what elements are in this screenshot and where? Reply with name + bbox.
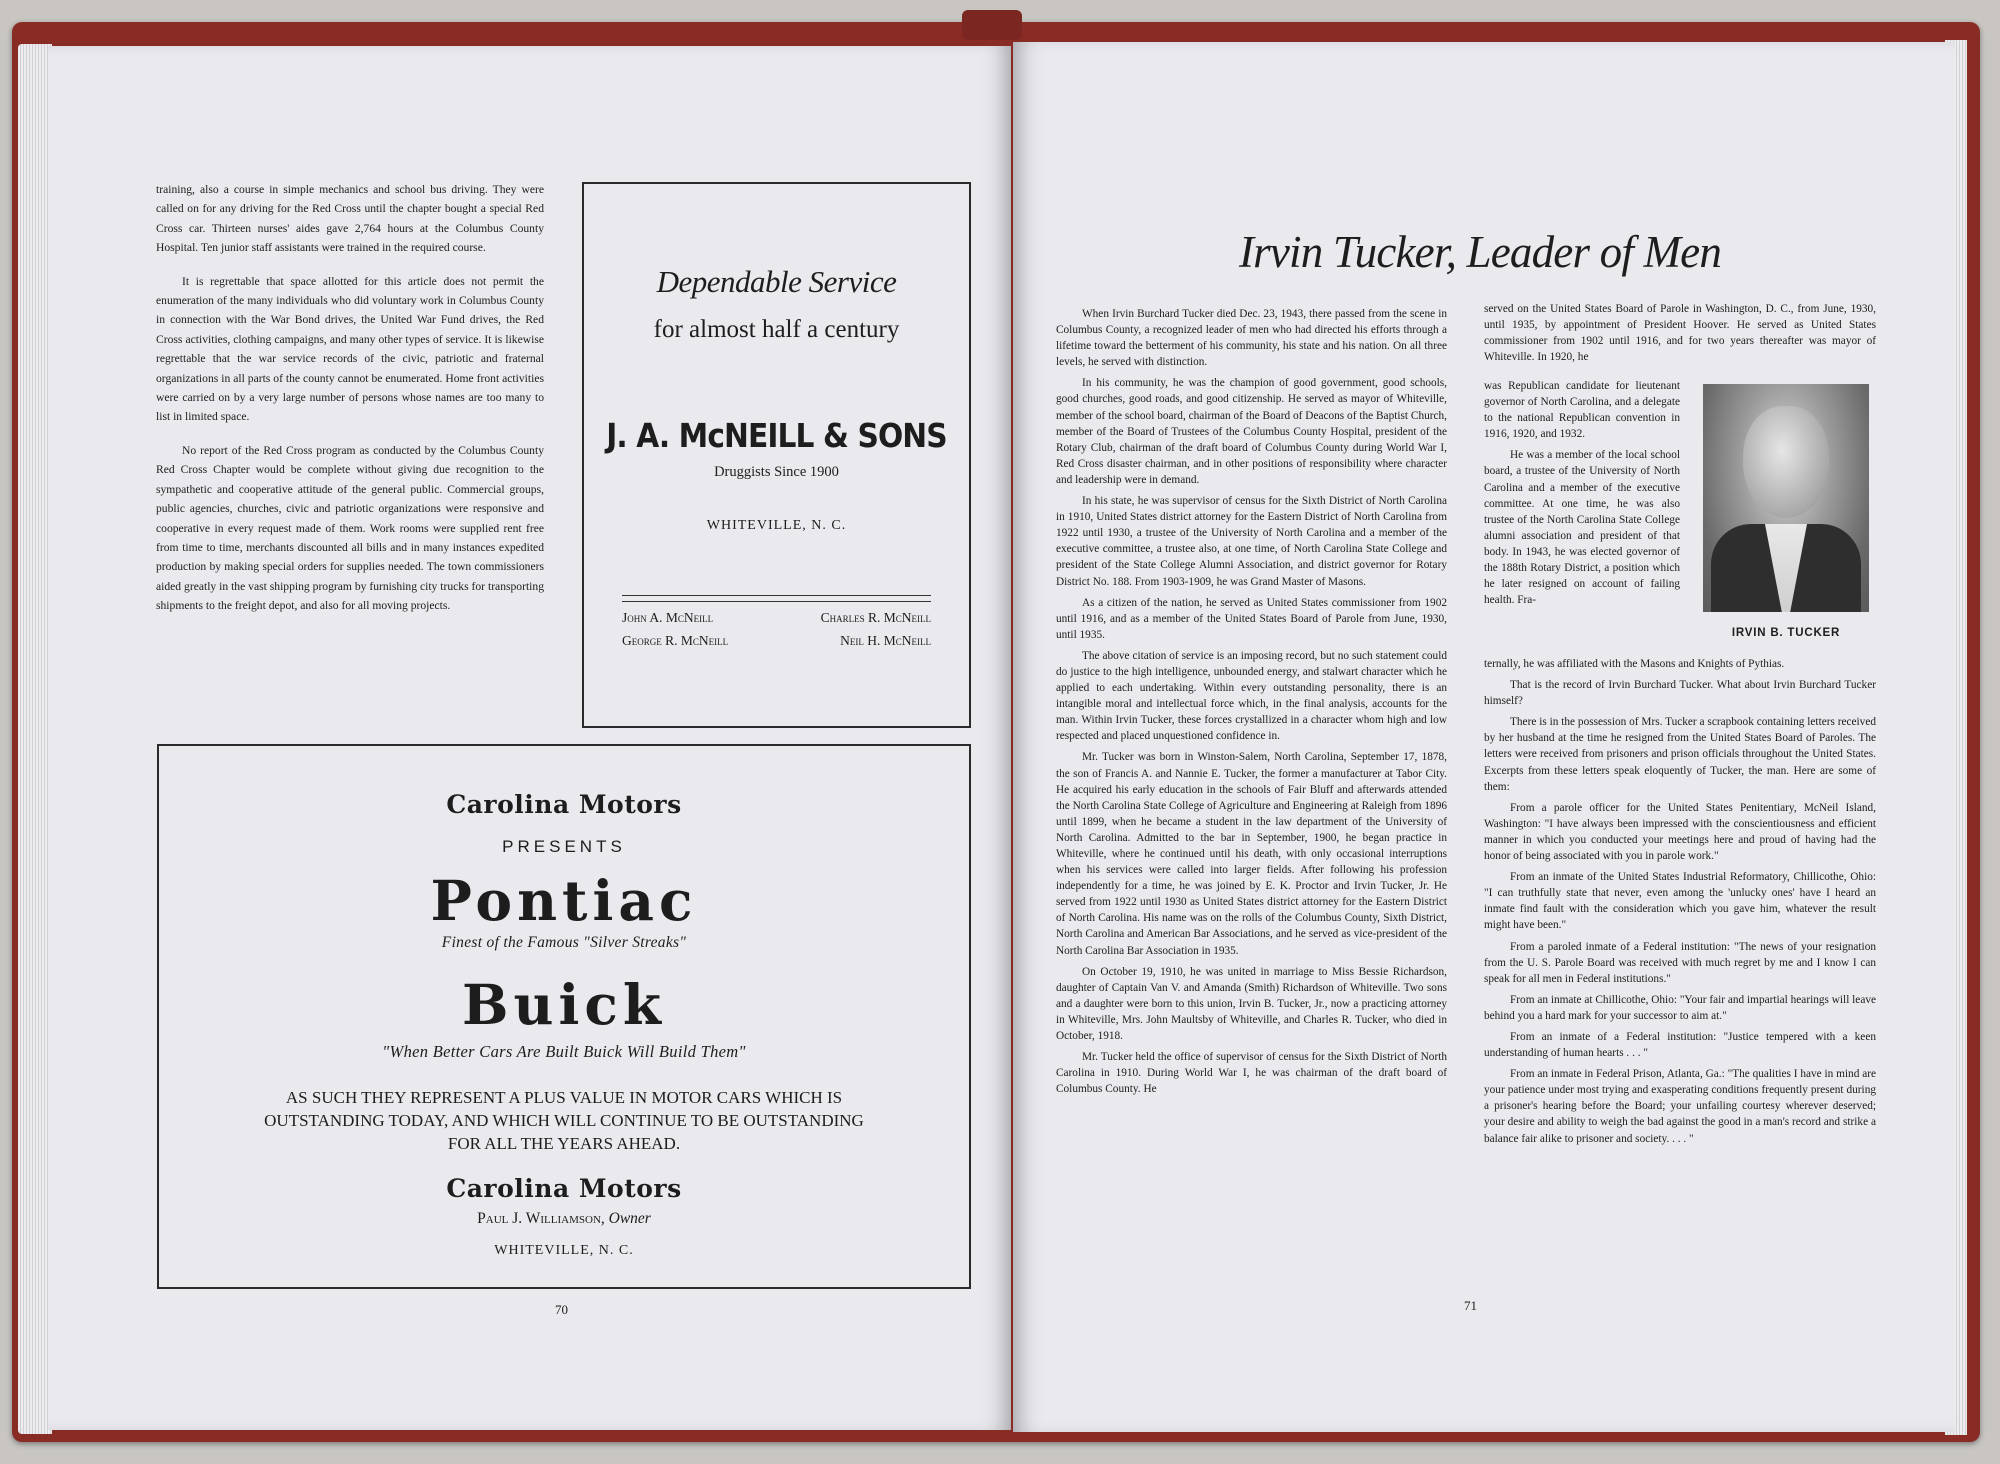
article-paragraph: From a paroled inmate of a Federal institution: "The news of your resignation from the U. S. Parole Board was received with much regret by me and I know I can speak for all men in Federal institutions." [1484,940,1876,985]
ad-location: WHITEVILLE, N. C. [706,518,847,533]
partner-names-row [622,610,931,626]
page-number: 70 [555,1302,568,1317]
partner-name: John A. McNeill [622,610,714,625]
article-paragraph: On October 19, 1910, he was united in marriage to Miss Bessie Richardson, daughter of Captain Van V. and Amanda (Smith) Richardson of Whiteville. Two sons and a daughter were born to this union, Irvin B. Tucker, Jr., now a practicing attorney in Whiteville, Mrs. John Maultsby of Whiteville, and Charles R. Tucker, who died in October, 1918. [1056,965,1447,1043]
red-cross-article-text [156,180,544,630]
article-paragraph: That is the record of Irvin Burchard Tucker. What about Irvin Burchard Tucker himself? [1484,679,1876,708]
article-paragraph: From an inmate of the United States Industrial Reformatory, Chillicothe, Ohio: "I can truthfully state that never, even among the 'unlucky ones' have I heard an inmate find fault with the consideration which you gave him, whatever the result might have been." [1484,871,1876,932]
carolina-motors-advertisement [157,744,971,1289]
article-column-1 [1056,306,1447,1102]
dealer-name: Carolina Motors [446,790,682,819]
page-edges-left [18,44,52,1434]
article-paragraph: As a citizen of the nation, he served as United States commissioner from 1902 until 1916, and as a member of the United States Board of Parole from June, 1930, until 1935. [1056,596,1447,641]
article-paragraph: ternally, he was affiliated with the Masons and Knights of Pythias. [1484,658,1785,670]
partner-names-row [622,633,931,649]
book-spine [962,10,1022,40]
article-paragraph: He was a member of the local school board, a trustee of the University of North Carolina and a member of the executive committee. At one time, he was also trustee of the North Carolina State College alumni association and president of that body. In 1943, he was elected governor of the 188th Rotary District, a position which he later resigned on account of failing health. Fra- [1484,449,1680,607]
article-paragraph: Mr. Tucker was born in Winston-Salem, North Carolina, September 17, 1878, the son of Francis A. and Nannie E. Tucker, the former a manufacturer at Tabor City. He acquired his early education in the schools of Fair Bluff and afterwards attended the North Carolina State College of Agriculture and Engineering at Raleigh from 1896 until 1899, when he became a student in the law department of the University of North Carolina. Admitted to the bar in September, 1900, he began practice in Whiteville, where he continued until his death, with only occasional interruptions when his services were called into larger fields. After following his profession independently for a time, he was joined by E. K. Proctor and Irvin Tucker, Jr. He served from 1922 until 1930 as United States district attorney for the Eastern District of North Carolina. His name was on the rolls of the Columbus County, Sixth District, North Carolina and American Bar Associations, and he served as vice-president of the North Carolina Bar Association in 1935. [1056,751,1447,957]
partner-name: Neil H. McNeill [840,633,931,648]
article-paragraph: was Republican candidate for lieutenant governor of North Carolina, and a delegate to the national Republican convention in 1916, 1920, and 1932. [1484,380,1680,441]
owner-title: Owner [608,1210,651,1227]
article-paragraph: In his community, he was the champion of good government, good schools, good churches, good roads, and good citizenship. He served as mayor of Whiteville, member of the school board, chairman of the Board of Deacons of the Baptist Church, member of the Board of Trustees of the Columbus County Hospital, president of the Rotary Club, chairman of the draft board of Columbus County during World War I, Red Cross disaster chairman, and in other positions of responsibility where character and leadership were in demand. [1056,377,1447,486]
article-paragraph: The above citation of service is an imposing record, but no such statement could do justice to the high intelligence, unbounded energy, and stalwart character which he applied to each undertaking. Within every outstanding personality, there is an intangible moral and intellectual force which, in the final analysis, accounts for the man. Within Irvin Tucker, these forces crystallized in a character whom high and low respected and placed unquestioned confidence in. [1056,649,1447,743]
article-paragraph: Mr. Tucker held the office of supervisor of census for the Sixth District of North Carolina in 1910. During World War I, he was chairman of the draft board of Columbus County. He [1056,1051,1447,1096]
article-paragraph: No report of the Red Cross program as conducted by the Columbus County Red Cross Chapter would be complete without giving due recognition to the sympathetic and cooperative attitude of the general public. Commercial groups, public agencies, churches, civic and patriotic organizations were responsive and cooperative in every request made of them. Work rooms were supplied rent free from time to time, merchants discounted all bills and in many instances expedited production by making special orders for supplies needed. The town commissioners aided greatly in the vast shipping program by furnishing city trucks for transporting shipments to the freight depot, and also for all moving projects. [156,443,544,613]
article-paragraph: In his state, he was supervisor of census for the Sixth District of North Carolina in 1910, United States district attorney for the Eastern District of North Carolina from 1922 until 1930, a trustee of the University of North Carolina and a member of the executive committee, a trustee also, at one time, of North Carolina State College and president of the State College Alumni Association, and district governor for Rotary District No. 188. From 1903-1909, he was Grand Master of Masons. [1056,495,1447,588]
pontiac-brand: Pontiac [430,868,698,933]
ad-subtitle: Druggists Since 1900 [714,464,839,480]
ad-slogan: Dependable Service [656,264,897,299]
pontiac-tagline: Finest of the Famous "Silver Streaks" [441,934,687,951]
double-rule-divider [622,595,931,602]
ad-location: WHITEVILLE, N. C. [494,1243,634,1258]
ad-company-name: J. A. McNEILL & SONS [606,416,947,455]
dealer-name: Carolina Motors [446,1174,682,1203]
ad-body-text: AS SUCH THEY REPRESENT A PLUS VALUE IN MOTOR CARS WHICH IS OUTSTANDING TODAY, AND WHICH WILL CONTINUE TO BE OUTSTANDING FOR ALL THE YEARS AHEAD. [264,1088,864,1153]
mcneill-advertisement [582,182,971,728]
article-column-2-rest [1484,656,1876,1152]
article-paragraph: From an inmate in Federal Prison, Atlanta, Ga.: "The qualities I have in mind are your patience under most trying and exasperating conditions frequently present during a prisoner's hearing before the Board; your unfailing courtesy wherever deserved; your desire and ability to weigh the bad against the good in a man's record and strike a balance fair alike to prisoner and society. . . . " [1484,1068,1876,1145]
owner-line [159,1210,969,1228]
portrait-photo [1703,384,1869,612]
owner-name: Paul J. Williamson, [477,1210,605,1227]
partner-name: Charles R. McNeill [820,610,931,625]
article-paragraph: When Irvin Burchard Tucker died Dec. 23, 1943, there passed from the scene in Columbus County, a recognized leader of men who had directed his efforts through a lifetime toward the betterment of his community, his state and his nation. On all three levels, he served with distinction. [1056,308,1447,369]
buick-tagline: "When Better Cars Are Built Buick Will Build Them" [382,1042,746,1061]
photo-caption: IRVIN B. TUCKER [1731,627,1841,639]
article-paragraph: training, also a course in simple mechanics and school bus driving. They were called on for any driving for the Red Cross until the chapter bought a special Red Cross car. Thirteen nurses' aides gave 2,764 hours at the Columbus County Hospital. Ten junior staff assistants were trained in the required course. [156,183,544,255]
article-column-2-top [1484,301,1876,370]
article-paragraph: served on the United States Board of Parole in Washington, D. C., from June, 1930, until 1935, by appointment of President Hoover. He served as United States commissioner from 1902 until 1916, and for two years thereafter was mayor of Whiteville. In 1920, he [1484,303,1876,364]
article-title: Irvin Tucker, Leader of Men [1238,227,1722,277]
article-paragraph: There is in the possession of Mrs. Tucker a scrapbook containing letters received by her husband at the time he resigned from the United States Board of Paroles. The letters were received from prisoners and prison officials throughout the United States. Excerpts from these letters speak eloquently of Tucker, the man. Here are some of them: [1484,716,1876,793]
page-number: 71 [1464,1298,1477,1313]
article-paragraph: From an inmate of a Federal institution: "Justice tempered with a keen understanding of human hearts . . . " [1484,1030,1876,1060]
article-column-2-narrow [1484,378,1680,613]
article-paragraph: From a parole officer for the United States Penitentiary, McNeil Island, Washington: "I have always been impressed with the conscientiousness and efficient manner in which you conducted your meetings here and proud of having had the honor of being associated with you in parole work." [1484,801,1876,863]
article-paragraph: It is regrettable that space allotted for this article does not permit the enumeration of the many individuals who did voluntary work in Columbus County in connection with the War Bond drives, the United War Fund drives, the Red Cross activities, clothing campaigns, and many other types of service. It is likewise regrettable that the war service records of the civic, patriotic and fraternal organizations in all parts of the county cannot be enumerated. Home front activities were carried on by a very large number of persons whose names are too many to list in limited space. [156,274,544,424]
ad-tagline: for almost half a century [653,316,900,343]
presents-label: PRESENTS [502,837,626,856]
article-paragraph: From an inmate at Chillicothe, Ohio: "Your fair and impartial hearings will leave behind you a hard mark for your successor to aim at." [1484,993,1876,1022]
partner-name: George R. McNeill [622,633,729,648]
buick-brand: Buick [462,972,666,1037]
